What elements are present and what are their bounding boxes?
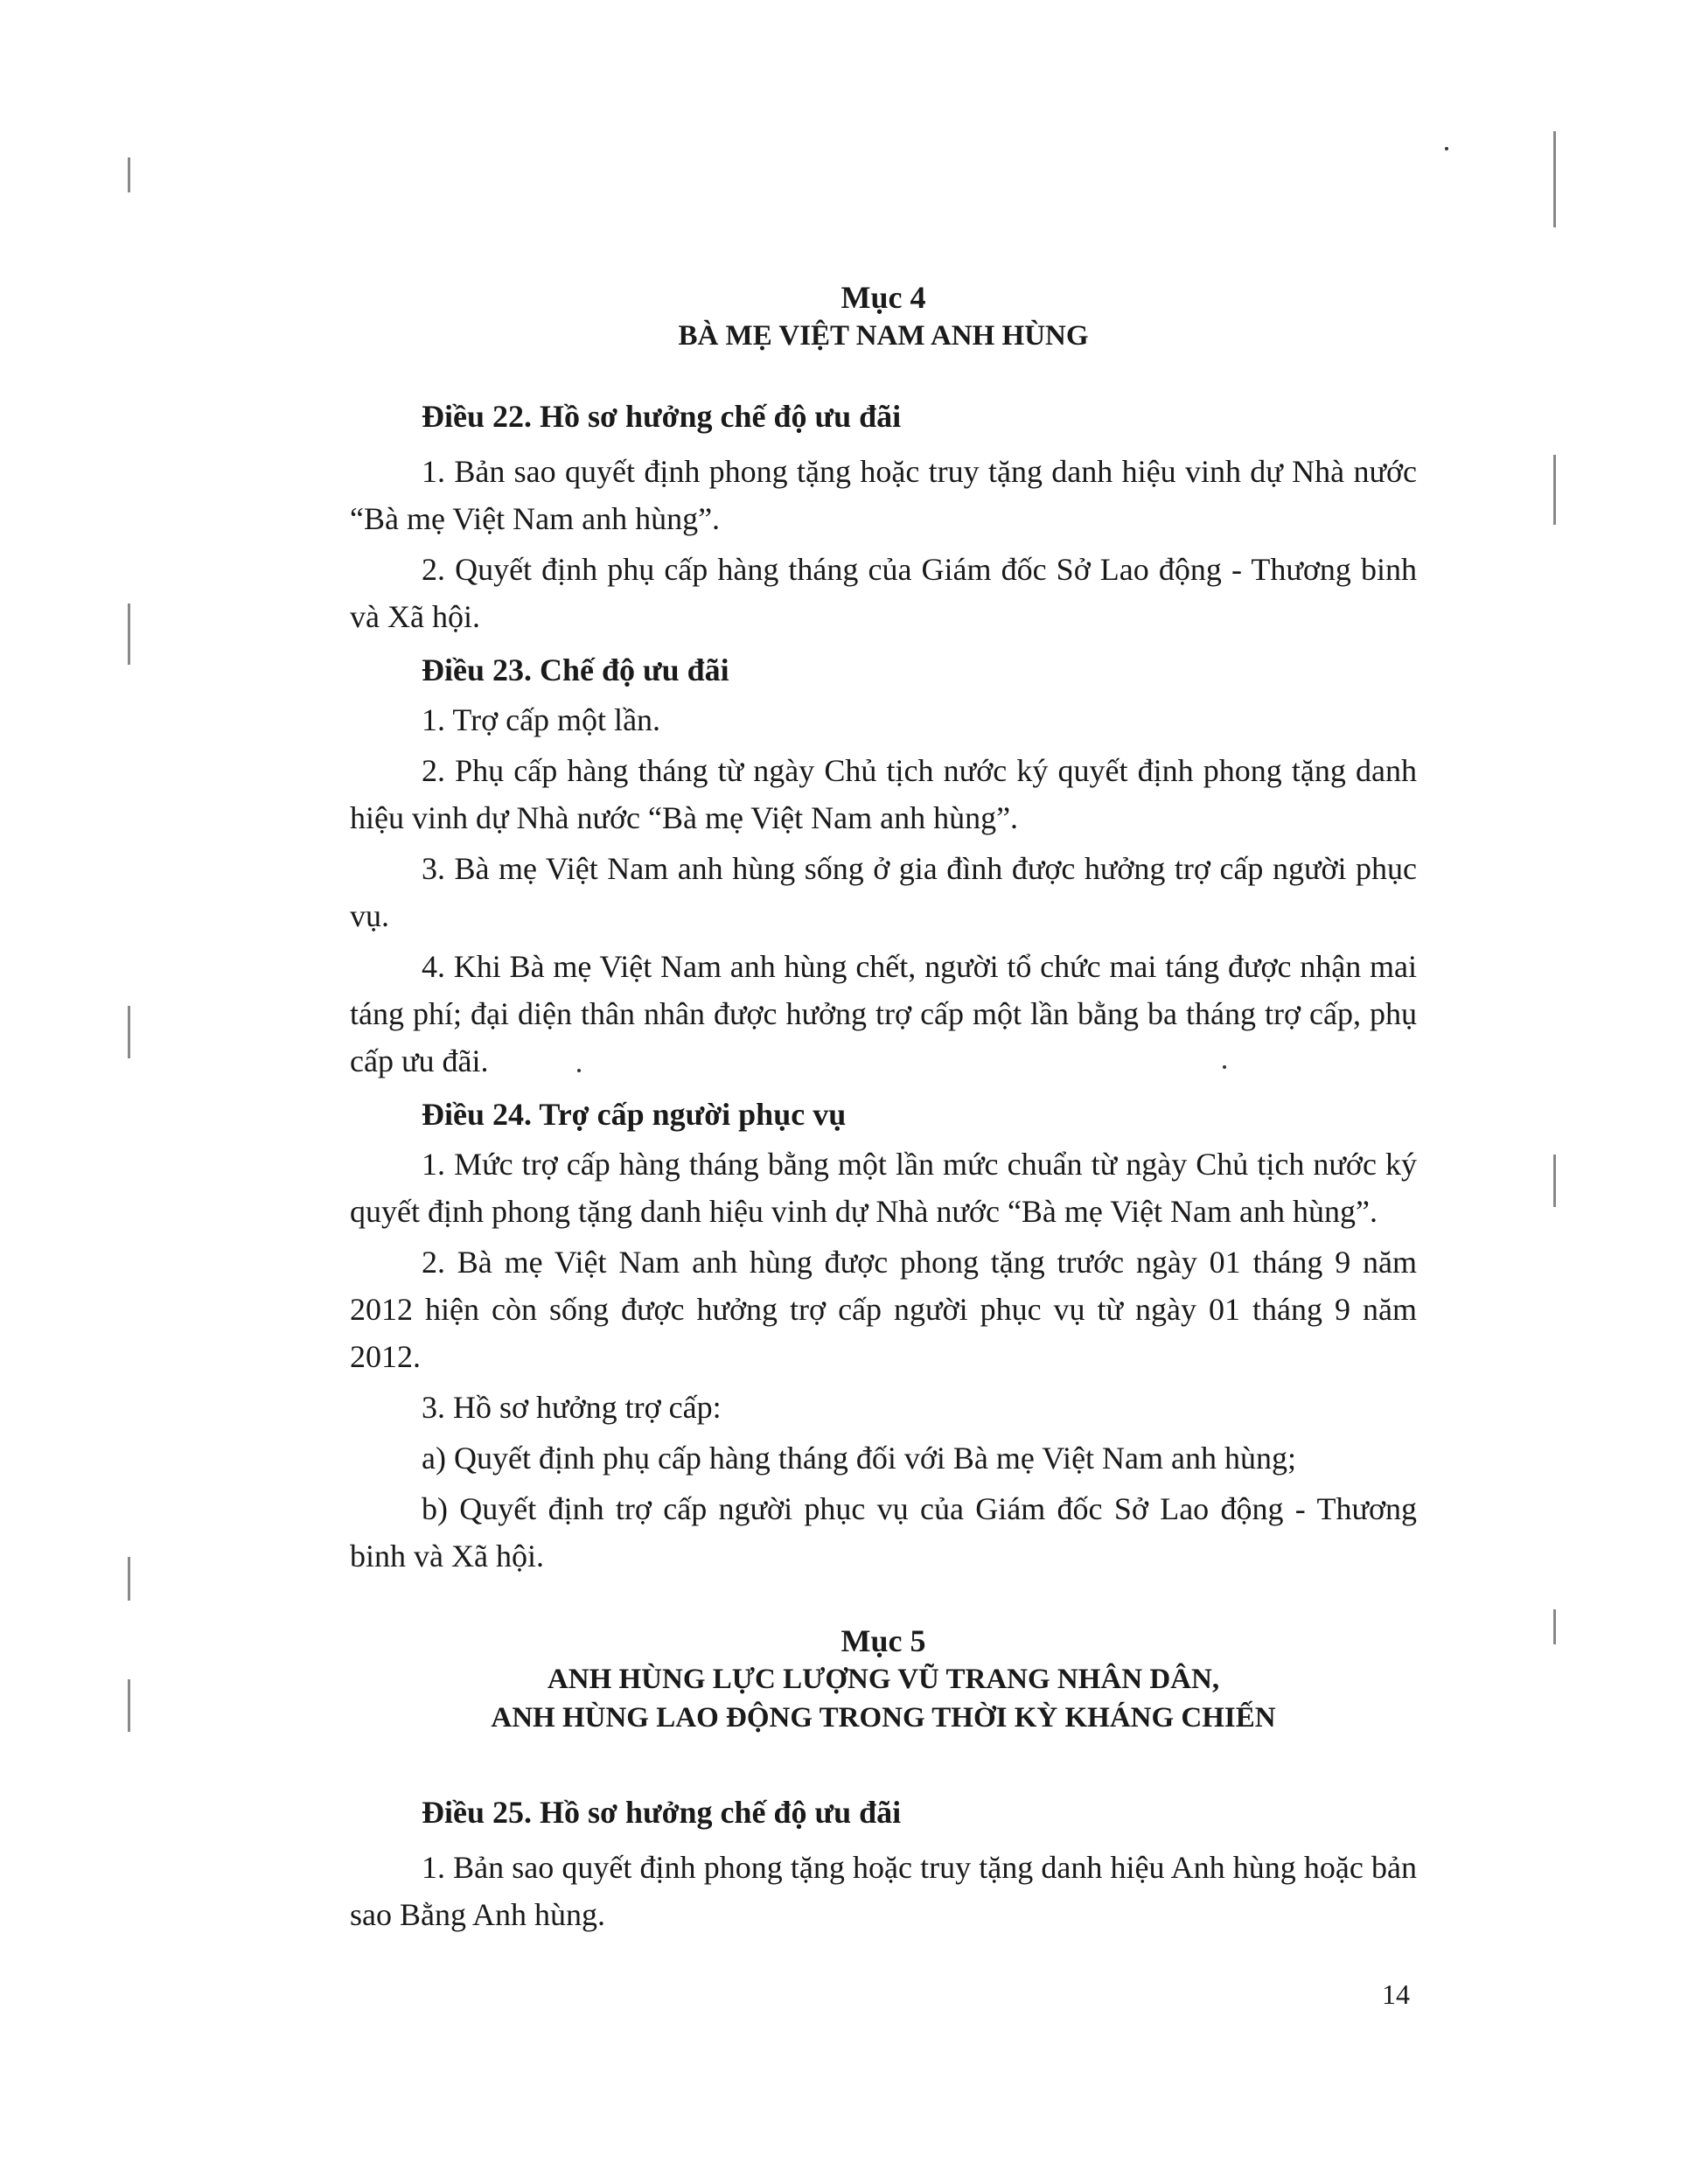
article-23-item-4: 4. Khi Bà mẹ Việt Nam anh hùng chết, người tổ chức mai táng được nhận mai táng phí; đại diện thân nhân được hưởng trợ cấp một lần bằng ba tháng trợ cấp, phụ cấp ưu đãi.	[350, 949, 1417, 1078]
article-24-title: Điều 24. Trợ cấp người phục vụ	[422, 1097, 847, 1132]
section-5-title-line-2: ANH HÙNG LAO ĐỘNG TRONG THỜI KỲ KHÁNG CHIẾN	[491, 1702, 1276, 1734]
section-5-heading: Mục 5	[841, 1623, 926, 1658]
article-25-item-1: 1. Bản sao quyết định phong tặng hoặc truy tặng danh hiệu Anh hùng hoặc bản sao Bằng Anh hùng.	[350, 1850, 1417, 1932]
article-25-title: Điều 25. Hồ sơ hưởng chế độ ưu đãi	[422, 1795, 902, 1830]
document-body	[350, 278, 1417, 1938]
article-24-item-2: 2. Bà mẹ Việt Nam anh hùng được phong tặng trước ngày 01 tháng 9 năm 2012 hiện còn sống được hưởng trợ cấp người phục vụ từ ngày 01 tháng 9 năm 2012.	[350, 1245, 1417, 1374]
scan-edge-left-4	[128, 1557, 130, 1601]
scan-edge-right-1	[1553, 131, 1556, 227]
article-24-item-3: 3. Hồ sơ hưởng trợ cấp:	[422, 1390, 722, 1425]
scan-edge-right-3	[1553, 1155, 1556, 1207]
scan-edge-left-3	[128, 1006, 130, 1058]
section-5-title-line-1: ANH HÙNG LỰC LƯỢNG VŨ TRANG NHÂN DÂN,	[547, 1664, 1220, 1695]
scan-edge-right-4	[1553, 1609, 1556, 1644]
scan-edge-left-1	[128, 157, 130, 192]
scan-edge-left-5	[128, 1679, 130, 1732]
article-22-item-2: 2. Quyết định phụ cấp hàng tháng của Giám đốc Sở Lao động - Thương binh và Xã hội.	[350, 552, 1417, 634]
article-24-item-a: a) Quyết định phụ cấp hàng tháng đối với Bà mẹ Việt Nam anh hùng;	[422, 1441, 1297, 1476]
article-23-item-2: 2. Phụ cấp hàng tháng từ ngày Chủ tịch nước ký quyết định phong tặng danh hiệu vinh dự Nhà nước “Bà mẹ Việt Nam anh hùng”.	[350, 753, 1417, 835]
section-4-heading: Mục 4	[841, 280, 926, 315]
article-23-item-3: 3. Bà mẹ Việt Nam anh hùng sống ở gia đình được hưởng trợ cấp người phục vụ.	[350, 851, 1417, 933]
scan-edge-left-2	[128, 604, 130, 665]
article-23-title: Điều 23. Chế độ ưu đãi	[422, 652, 729, 687]
article-24-item-1: 1. Mức trợ cấp hàng tháng bằng một lần mức chuẩn từ ngày Chủ tịch nước ký quyết định phong tặng danh hiệu vinh dự Nhà nước “Bà mẹ Việt Nam anh hùng”.	[350, 1147, 1417, 1229]
section-4-title: BÀ MẸ VIỆT NAM ANH HÙNG	[678, 320, 1089, 352]
article-23-item-1: 1. Trợ cấp một lần.	[422, 702, 661, 737]
article-22-title: Điều 22. Hồ sơ hưởng chế độ ưu đãi	[422, 399, 902, 434]
article-22-item-1: 1. Bản sao quyết định phong tặng hoặc truy tặng danh hiệu vinh dự Nhà nước “Bà mẹ Việt Nam anh hùng”.	[350, 454, 1417, 536]
scan-edge-right-2	[1553, 455, 1556, 525]
article-24-item-b: b) Quyết định trợ cấp người phục vụ của Giám đốc Sở Lao động - Thương binh và Xã hội.	[350, 1491, 1417, 1573]
page-number: 14	[1382, 1978, 1410, 2010]
scan-speck	[1445, 147, 1448, 150]
